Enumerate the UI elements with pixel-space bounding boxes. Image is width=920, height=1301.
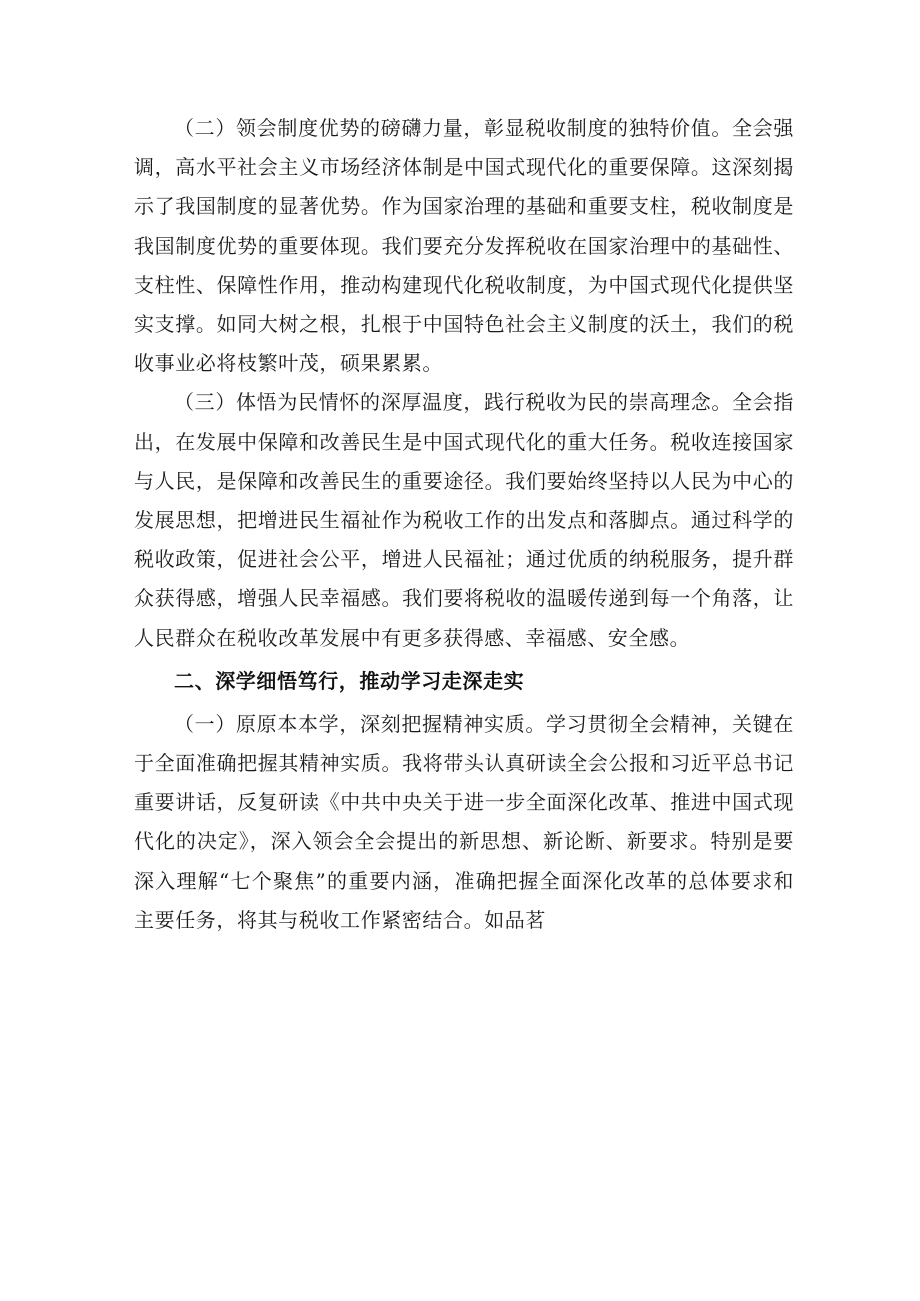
document-body xyxy=(134,109,794,940)
paragraph-institutional-advantage: （二）领会制度优势的磅礴力量，彰显税收制度的独特价值。全会强调，高水平社会主义市场经济体制是中国式现代化的重要保障。这深刻揭示了我国制度的显著优势。作为国家治理的基础和重要支柱，税收制度是我国制度优势的重要体现。我们要充分发挥税收在国家治理中的基础性、支柱性、保障性作用，推动构建现代化税收制度，为中国式现代化提供坚实支撑。如同大树之根，扎根于中国特色社会主义制度的沃土，我们的税收事业必将枝繁叶茂，硕果累累。 xyxy=(134,116,794,376)
section-heading: 二、深学细悟笃行，推动学习走深走实 xyxy=(174,668,525,693)
paragraph-people-centered: （三）体悟为民情怀的深厚温度，践行税收为民的崇高理念。全会指出，在发展中保障和改善民生是中国式现代化的重大任务。税收连接国家与人民，是保障和改善民生的重要途径。我们要始终坚持以人民为中心的发展思想，把增进民生福祉作为税收工作的出发点和落脚点。通过科学的税收政策，促进社会公平，增进人民福祉；通过优质的纳税服务，提升群众获得感，增强人民幸福感。我们要将税收的温暖传递到每一个角落，让人民群众在税收改革发展中有更多获得感、幸福感、安全感。 xyxy=(134,390,794,650)
paragraph-study-essence: （一）原原本本学，深刻把握精神实质。学习贯彻全会精神，关键在于全面准确把握其精神实质。我将带头认真研读全会公报和习近平总书记重要讲话，反复研读《中共中央关于进一步全面深化改革、推进中国式现代化的决定》，深入领会全会提出的新思想、新论断、新要求。特别是要深入理解“七个聚焦”的重要内涵，准确把握全面深化改革的总体要求和主要任务，将其与税收工作紧密结合。如品茗 xyxy=(134,711,794,932)
